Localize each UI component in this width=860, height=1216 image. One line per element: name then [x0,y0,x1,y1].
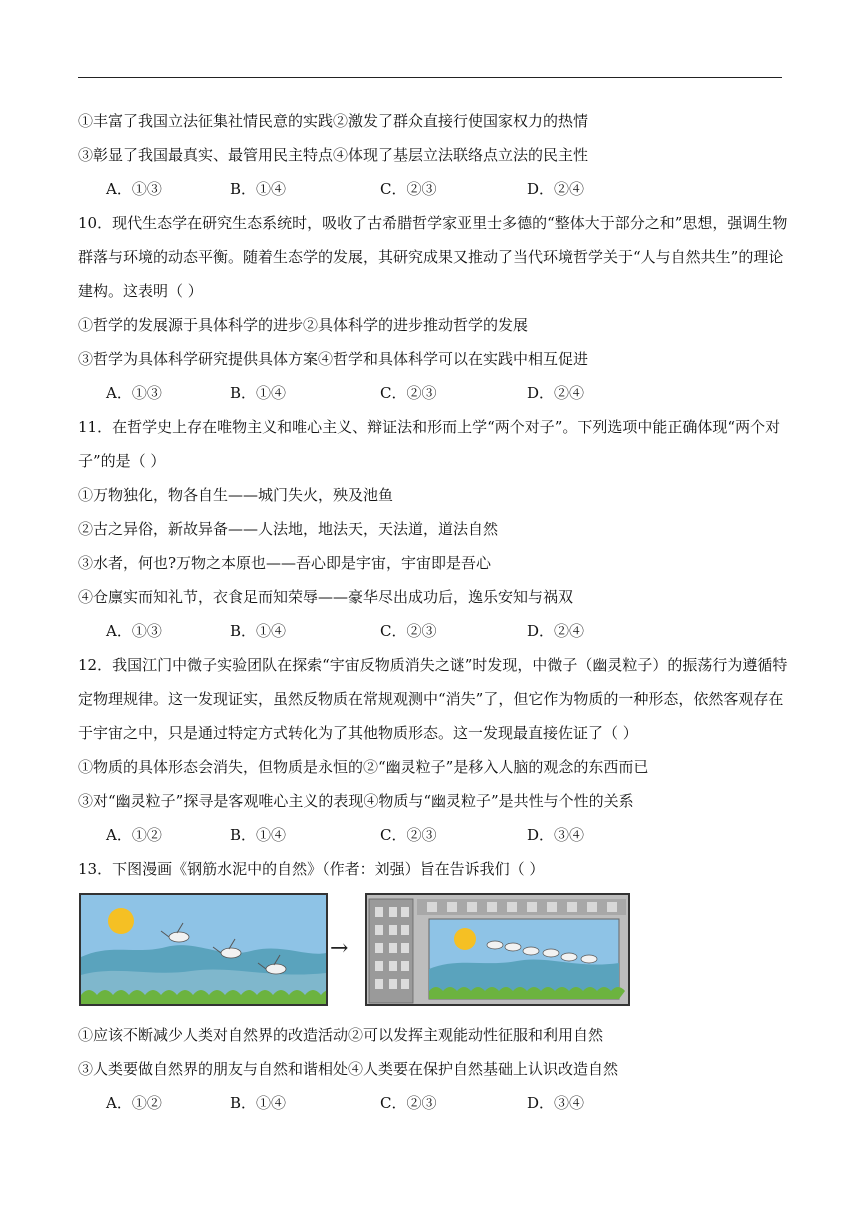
statement-line: ③哲学为具体科学研究提供具体方案④哲学和具体科学可以在实践中相互促进 [78,350,589,368]
statement-line: ①应该不断减少人类对自然界的改造活动②可以发挥主观能动性征服和利用自然 [78,1026,604,1044]
statement-line: ①万物独化，物各自生——城门失火，殃及池鱼 [78,486,394,504]
option-c[interactable]: C．②③ [380,826,437,844]
option-d[interactable]: D．③④ [527,1094,585,1112]
option-d[interactable]: D．③④ [527,826,585,844]
statement-line: ①丰富了我国立法征集社情民意的实践②激发了群众直接行使国家权力的热情 [78,112,589,130]
option-a[interactable]: A．①③ [106,622,162,640]
option-c[interactable]: C．②③ [380,384,437,402]
question-12-stem: 12．我国江门中微子实验团队在探索“宇宙反物质消失之谜”时发现，中微子（幽灵粒子）的振荡行为遵循特 [78,656,788,674]
option-d[interactable]: D．②④ [527,384,585,402]
question-12-stem: 于宇宙之中，只是通过特定方式转化为了其他物质形态。这一发现最直接佐证了（ ） [78,724,638,742]
statement-line: ③水者，何也?万物之本原也——吾心即是宇宙，宇宙即是吾心 [78,554,492,572]
statement-line: ③对“幽灵粒子”探寻是客观唯心主义的表现④物质与“幽灵粒子”是共性与个性的关系 [78,792,634,810]
comic-arrow-icon: → [330,936,349,961]
comic-panel-concrete [365,893,630,1006]
option-b[interactable]: B．①④ [230,826,287,844]
statement-line: ③人类要做自然界的朋友与自然和谐相处④人类要在保护自然基础上认识改造自然 [78,1060,619,1078]
option-c[interactable]: C．②③ [380,180,437,198]
option-a[interactable]: A．①③ [106,180,162,198]
sun-icon [108,908,134,934]
statement-line: ④仓廪实而知礼节，衣食足而知荣辱——豪华尽出成功后，逸乐安知与祸双 [78,588,574,606]
question-12-stem: 定物理规律。这一发现证实，虽然反物质在常规观测中“消失”了，但它作为物质的一种形态，依然客观存在 [78,690,784,708]
option-a[interactable]: A．①② [106,826,162,844]
question-13-stem: 13．下图漫画《钢筋水泥中的自然》（作者：刘强）旨在告诉我们（ ） [78,860,545,878]
statement-line: ①哲学的发展源于具体科学的进步②具体科学的进步推动哲学的发展 [78,316,529,334]
option-d[interactable]: D．②④ [527,180,585,198]
statement-line: ③彰显了我国最真实、最管用民主特点④体现了基层立法联络点立法的民主性 [78,146,589,164]
question-10-stem: 10．现代生态学在研究生态系统时，吸收了古希腊哲学家亚里士多德的“整体大于部分之和”思想，强调生物 [78,214,788,232]
option-a[interactable]: A．①② [106,1094,162,1112]
sun-icon [454,928,476,950]
option-b[interactable]: B．①④ [230,384,287,402]
option-b[interactable]: B．①④ [230,622,287,640]
option-a[interactable]: A．①③ [106,384,162,402]
comic-concrete-illustration [367,895,628,1004]
option-b[interactable]: B．①④ [230,1094,287,1112]
option-d[interactable]: D．②④ [527,622,585,640]
comic-nature-illustration [81,895,326,1004]
question-10-stem: 群落与环境的动态平衡。随着生态学的发展，其研究成果又推动了当代环境哲学关于“人与自然共生”的理论 [78,248,784,266]
statement-line: ②古之异俗，新故异备——人法地，地法天，天法道，道法自然 [78,520,499,538]
header-rule [78,77,782,78]
option-c[interactable]: C．②③ [380,1094,437,1112]
statement-line: ①物质的具体形态会消失，但物质是永恒的②“幽灵粒子”是移入人脑的观念的东西而已 [78,758,649,776]
option-c[interactable]: C．②③ [380,622,437,640]
question-11-stem: 子”的是（ ） [78,452,166,470]
option-b[interactable]: B．①④ [230,180,287,198]
question-11-stem: 11．在哲学史上存在唯物主义和唯心主义、辩证法和形而上学“两个对子”。下列选项中能正确体现“两个对 [78,418,781,436]
comic-panel-nature [79,893,328,1006]
question-10-stem: 建构。这表明（ ） [78,282,203,300]
